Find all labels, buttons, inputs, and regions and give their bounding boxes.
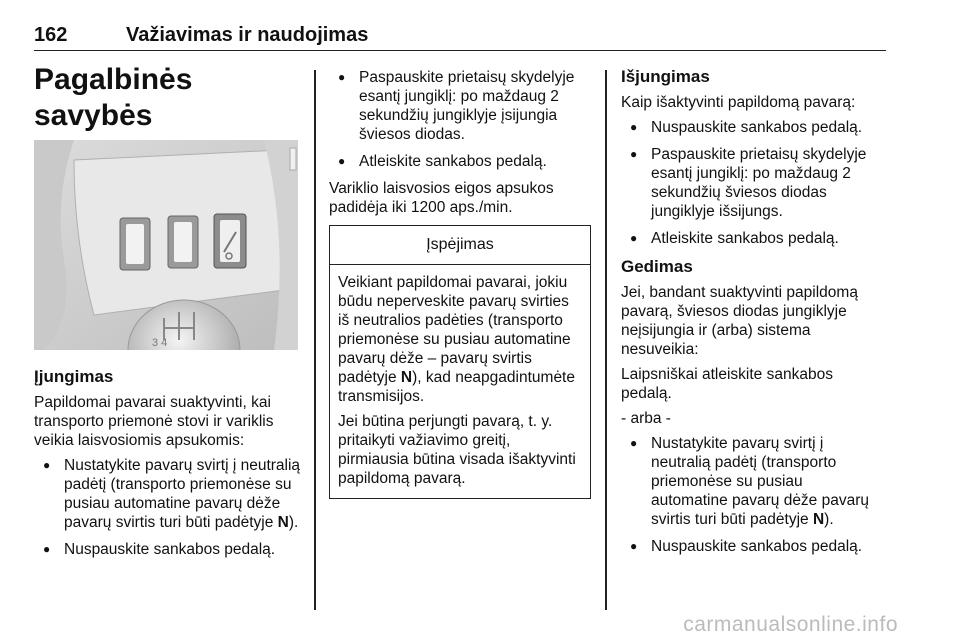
enable-intro: Papildomai pavarai suaktyvinti, kai transporto priemonė stovi ir variklis veikia laisvosiomis apsukomis: — [34, 394, 274, 449]
list-item: ● Atleiskite sankabos pedalą. — [329, 152, 591, 171]
fault-paragraph: Jei, bandant suaktyvinti papildomą pavarą, šviesos diodas jungiklyje neįsijungia ir (arba) sistema nesuveikia: — [621, 284, 858, 358]
switch-1 — [120, 218, 150, 270]
list-item: ● Paspauskite prietaisų skydelyje esantį jungiklį: po maždaug 2 sekundžių jungiklyje įsijungia šviesos diodas. — [329, 68, 591, 144]
fault-heading: Gedimas — [621, 257, 693, 276]
or-separator: - arba - — [621, 410, 671, 427]
disable-intro: Kaip išaktyvinti papildomą pavarą: — [621, 94, 856, 111]
middle-column — [329, 68, 591, 499]
warning-paragraph: Veikiant papildomai pavarai, jokiu būdu neperveskite pavarų svirties iš neutralios padėties (transporto priemonėse su pusiau automatine pavarų dėže – pavarų svirtis padėtyje N), kad neapgadintumėte transmisijos. — [338, 274, 575, 405]
warning-paragraph: Jei būtina perjungti pavarą, t. y. pritaikyti važiavimo greitį, pirmiausia būtina visada išaktyvinti papildomą pavarą. — [338, 413, 576, 487]
disable-steps — [621, 118, 883, 248]
list-item: ● Atleiskite sankabos pedalą. — [621, 229, 883, 248]
list-item: ● Nuspauskite sankabos pedalą. — [621, 537, 883, 556]
disable-heading: Išjungimas — [621, 67, 710, 86]
warning-box — [329, 225, 591, 499]
list-item: ● Nuspauskite sankabos pedalą. — [34, 540, 302, 559]
fault-steps — [621, 434, 883, 556]
right-column — [621, 66, 883, 564]
warning-title: Įspėjimas — [330, 226, 590, 265]
fault-paragraph: Laipsniškai atleiskite sankabos pedalą. — [621, 366, 833, 402]
gear-knob-markings: 3 4 — [152, 337, 168, 349]
page-number: 162 — [34, 24, 68, 46]
switch-2 — [168, 216, 198, 268]
left-column-lower — [34, 366, 302, 567]
rpm-note: Variklio laisvosios eigos apsukos padidėja iki 1200 aps./min. — [329, 180, 554, 216]
watermark: carmanualsonline.info — [683, 613, 898, 636]
enable-steps — [34, 456, 302, 559]
column-divider-left — [314, 70, 316, 610]
switch-panel-illustration — [34, 140, 298, 350]
enable-steps-continued — [329, 68, 591, 171]
running-head: Važiavimas ir naudojimas — [126, 24, 369, 46]
list-item: ● Nuspauskite sankabos pedalą. — [621, 118, 883, 137]
switch-3-highlighted — [214, 214, 246, 268]
section-title: Pagalbinės savybės — [34, 63, 193, 132]
list-item: ● Nustatykite pavarų svirtį į neutralią padėtį (transporto priemonėse su pusiau automatine pavarų dėže pavarų svirtis turi būti padėtyje N). — [34, 456, 302, 532]
enable-heading: Įjungimas — [34, 367, 114, 386]
column-divider-right — [605, 70, 607, 610]
list-item: ● Nustatykite pavarų svirtį į neutralią padėtį (transporto priemonėse su pusiau automatine pavarų dėže pavarų svirtis turi būti padėtyje N). — [621, 434, 883, 529]
page-header — [34, 20, 886, 51]
warning-body — [330, 265, 590, 498]
list-item: ● Paspauskite prietaisų skydelyje esantį jungiklį: po maždaug 2 sekundžių šviesos diodas jungiklyje išsijungs. — [621, 145, 883, 221]
